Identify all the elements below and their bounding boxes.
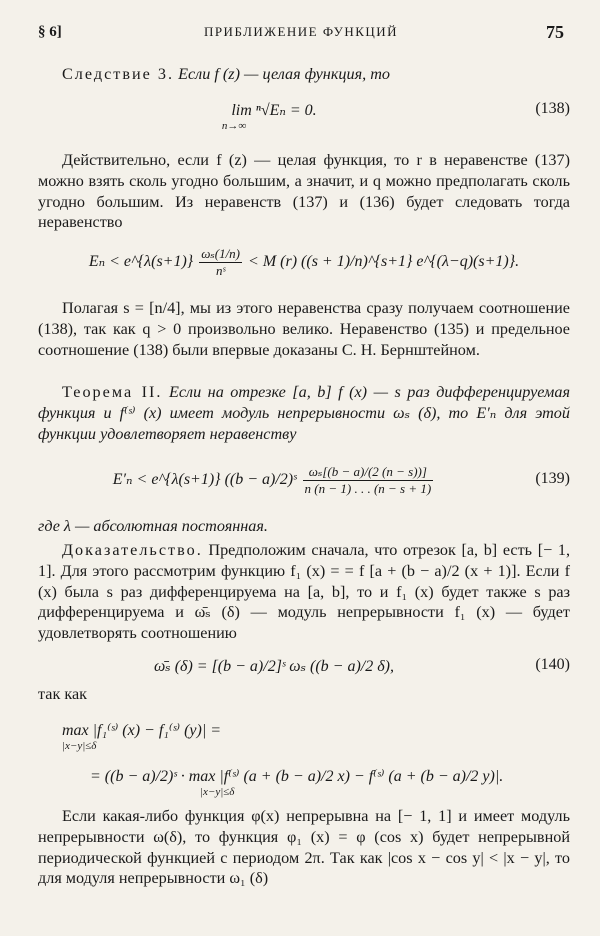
equation-inequality: Eₙ < e^{λ(s+1)} $\frac{\text{ωₛ(1/n)}}{\text{nˢ}}$ < M (r) ((s + 1)/n)^{s+1} e^{(λ−q)(s+1)}. <box>88 246 520 278</box>
paragraph-3: Если какая-либо функция φ(x) непрерывна на [− 1, 1] и имеет модуль непрерывности ω(δ), то функция φ₁ (x) = φ (cos x) будет непрерывной периодической функцией с периодом 2π. Так как |cos x − cos y| < |x − y|, то для модуля непрерывности ω₁ (δ) <box>38 807 570 888</box>
equation-max-2: = ((b − a)/2)ˢ · max |f⁽ˢ⁾ (a + (b − a)/2 x) − f⁽ˢ⁾ (a + (b − a)/2 y)|. |x−y|≤δ <box>90 768 504 798</box>
corollary-3: Следствие 3. Если f (z) — целая функция, то <box>62 65 390 83</box>
page-number: 75 <box>546 22 564 42</box>
running-header <box>38 22 564 46</box>
equation-138: lim ⁿ√Eₙ = 0. n→∞ (138) <box>221 100 570 132</box>
theorem-2: Теорема II. Если на отрезке [a, b] f (x) — s раз дифференцируемая функция и f⁽ˢ⁾ (x) имеет модуль непрерывности ωₛ (δ), то E′ₙ для этой функции удовлетворяет неравенству <box>38 383 570 443</box>
section-number: § 6] <box>38 24 62 40</box>
eq-tag-138: (138) <box>535 100 570 117</box>
eq-tag-140: (140) <box>535 656 570 673</box>
since-text: так как <box>38 685 88 703</box>
equation-140: ω̄ₛ (δ) = [(b − a)/2]ˢ ωₛ ((b − a)/2 δ), (140) <box>154 656 570 675</box>
proof: Доказательство. Предположим сначала, что отрезок [a, b] есть [− 1, 1]. Для этого рассмотрим функцию f₁ (x) = = f [a + (b − a)/2 (x + 1)]. Если f (x) была s раз дифференцируема на [a, b], то и f₁ (x) будет также s раз дифференцируема и ω̄ₛ (δ) — модуль непрерывности f₁ (x) — будет удовлетворять соотношению <box>38 541 570 643</box>
paragraph-1: Действительно, если f (z) — целая функция, то r в неравенстве (137) можно взять сколь угодно большим, а значит, и q можно предполагать сколь угодно большим. Из неравенств (137) и (136) будет следовать тогда неравенство <box>38 151 570 232</box>
equation-139: E′ₙ < e^{λ(s+1)} ((b − a)/2)ˢ $\frac{\text{ωₛ[(b − a)/(2 (n − s))]}}{n (n - 1) . . . (n - s + 1)}$ (139) <box>112 464 570 496</box>
where-note: где λ — абсолютная постоянная. <box>38 517 268 535</box>
eq-tag-139: (139) <box>535 470 570 487</box>
running-title: ПРИБЛИЖЕНИЕ ФУНКЦИЙ <box>203 24 399 39</box>
equation-max-1: max |f₁⁽ˢ⁾ (x) − f₁⁽ˢ⁾ (y)| = |x−y|≤δ <box>62 722 222 752</box>
paragraph-2: Полагая s = [n/4], мы из этого неравенства сразу получаем соотношение (138), так как q > 0 произвольно велико. Неравенство (135) и предельное соотношение (138) были впервые доказаны С. Н. Бернштейном. <box>38 299 570 359</box>
